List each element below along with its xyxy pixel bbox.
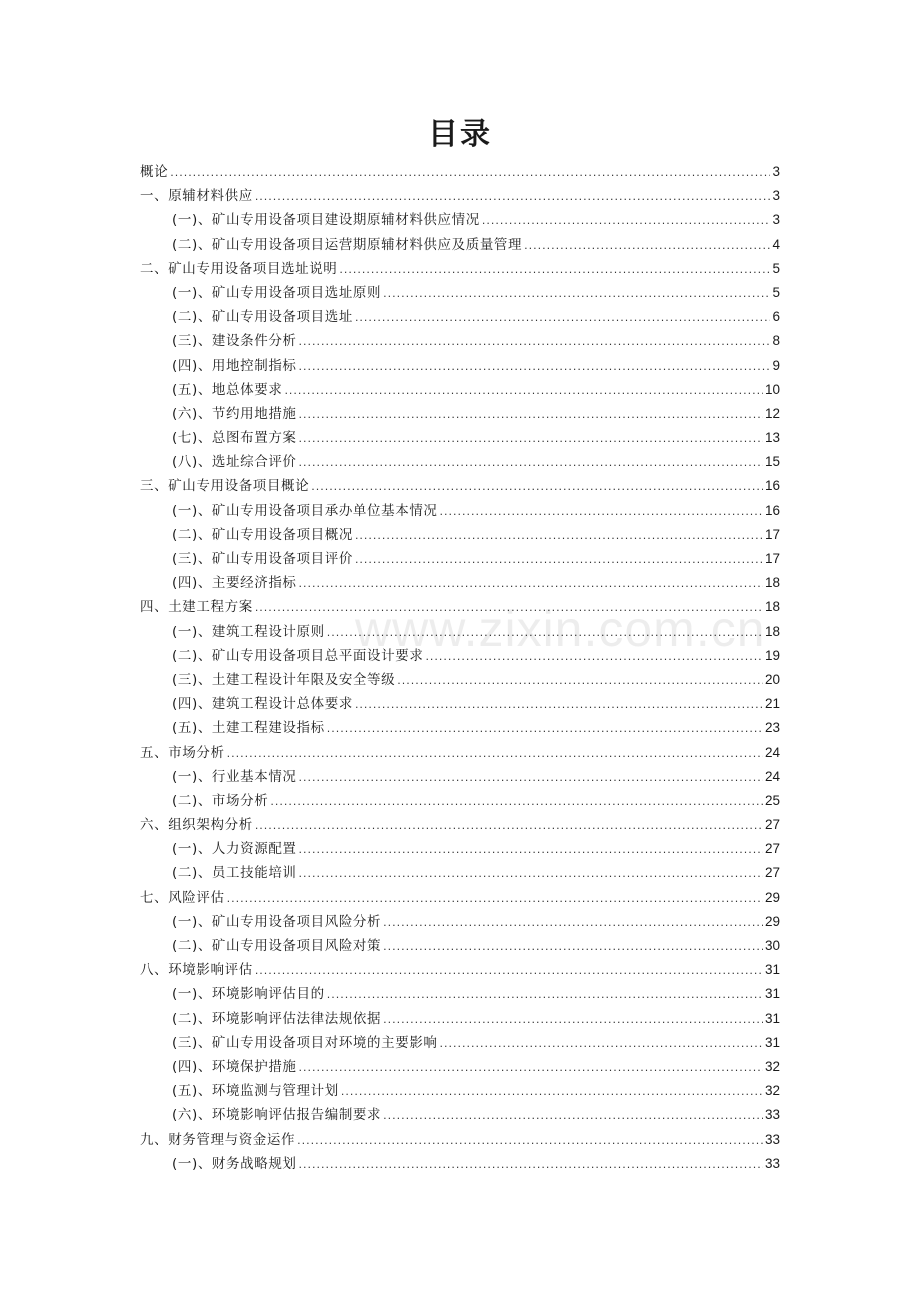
toc-leader-dots	[425, 645, 763, 669]
toc-section-entry[interactable]	[140, 523, 780, 547]
toc-page-number: 5	[772, 260, 780, 276]
toc-page-number: 18	[764, 599, 780, 615]
toc-leader-dots	[299, 1056, 763, 1080]
table-of-contents	[140, 160, 780, 1176]
toc-entry-label: (三)、矿山专用设备项目评价	[172, 551, 353, 567]
toc-leader-dots	[170, 161, 770, 185]
toc-entry-label: (一)、矿山专用设备项目选址原则	[172, 284, 382, 301]
toc-section-entry[interactable]	[140, 305, 780, 329]
toc-section-entry[interactable]	[140, 1055, 780, 1079]
toc-page-number: 31	[764, 1010, 780, 1026]
toc-leader-dots	[299, 1153, 763, 1177]
toc-leader-dots	[284, 379, 763, 403]
toc-entry-label: 七、风险评估	[140, 889, 225, 906]
toc-page-number: 27	[764, 865, 780, 881]
toc-leader-dots	[299, 572, 763, 596]
toc-chapter-entry[interactable]	[140, 160, 780, 184]
toc-page-number: 27	[764, 841, 780, 857]
toc-leader-dots	[383, 282, 770, 306]
toc-entry-label: (四)、用地控制指标	[172, 357, 297, 374]
toc-page-number: 32	[764, 1058, 780, 1074]
toc-page-number: 20	[764, 671, 780, 687]
toc-entry-label: (二)、矿山专用设备项目运营期原辅材料供应及质量管理	[172, 236, 523, 253]
toc-entry-label: (一)、行业基本情况	[172, 768, 297, 785]
toc-section-entry[interactable]	[140, 499, 780, 523]
toc-page-number: 30	[764, 938, 780, 953]
toc-section-entry[interactable]	[140, 1152, 780, 1176]
toc-leader-dots	[383, 1104, 763, 1128]
toc-section-entry[interactable]	[140, 934, 780, 958]
toc-entry-label: (四)、主要经济指标	[172, 575, 297, 592]
toc-page-number: 17	[764, 526, 780, 542]
toc-section-entry[interactable]	[140, 644, 780, 668]
toc-leader-dots	[227, 887, 763, 911]
toc-section-entry[interactable]	[140, 547, 780, 571]
toc-section-entry[interactable]	[140, 982, 780, 1006]
toc-entry-label: 八、环境影响评估	[140, 962, 253, 979]
toc-entry-label: (二)、员工技能培训	[172, 865, 297, 882]
toc-entry-label: (四)、建筑工程设计总体要求	[172, 696, 353, 713]
toc-section-entry[interactable]	[140, 1031, 780, 1055]
toc-leader-dots	[524, 234, 770, 258]
toc-section-entry[interactable]	[140, 1007, 780, 1031]
toc-page-number: 12	[764, 405, 780, 421]
toc-page-number: 16	[764, 502, 780, 518]
toc-entry-label: (六)、环境影响评估报告编制要求	[172, 1107, 382, 1124]
toc-page-number: 4	[772, 236, 780, 252]
toc-leader-dots	[299, 355, 771, 379]
toc-section-entry[interactable]	[140, 426, 780, 450]
toc-leader-dots	[299, 427, 763, 451]
toc-page-number: 13	[764, 430, 780, 446]
toc-section-entry[interactable]	[140, 765, 780, 789]
toc-leader-dots	[383, 1008, 763, 1032]
toc-section-entry[interactable]	[140, 1079, 780, 1103]
toc-section-entry[interactable]	[140, 620, 780, 644]
toc-section-entry[interactable]	[140, 789, 780, 813]
toc-chapter-entry[interactable]	[140, 741, 780, 765]
toc-entry-label: (三)、矿山专用设备项目对环境的主要影响	[172, 1034, 438, 1051]
toc-leader-dots	[440, 1032, 763, 1056]
toc-page-number: 17	[764, 551, 780, 566]
toc-entry-label: (七)、总图布置方案	[172, 430, 297, 447]
toc-chapter-entry[interactable]	[140, 1128, 780, 1152]
toc-page-number: 3	[772, 164, 780, 179]
toc-leader-dots	[355, 693, 763, 717]
toc-leader-dots	[355, 548, 763, 572]
toc-entry-label: (六)、节约用地措施	[172, 405, 297, 422]
toc-leader-dots	[299, 330, 771, 354]
toc-leader-dots	[299, 862, 763, 886]
toc-section-entry[interactable]	[140, 281, 780, 305]
toc-section-entry[interactable]	[140, 668, 780, 692]
toc-entry-label: (一)、财务战略规划	[172, 1155, 297, 1172]
toc-page-number: 25	[764, 792, 780, 808]
toc-entry-label: 三、矿山专用设备项目概论	[140, 478, 310, 495]
toc-entry-label: 九、财务管理与资金运作	[140, 1131, 296, 1148]
toc-entry-label: 概论	[140, 164, 169, 180]
toc-entry-label: 六、组织架构分析	[140, 817, 253, 834]
toc-leader-dots	[339, 258, 770, 282]
toc-entry-label: (二)、矿山专用设备项目选址	[172, 309, 353, 326]
toc-chapter-entry[interactable]	[140, 184, 780, 208]
toc-entry-label: 二、矿山专用设备项目选址说明	[140, 260, 338, 277]
toc-entry-label: 一、原辅材料供应	[140, 188, 253, 205]
toc-leader-dots	[355, 524, 763, 548]
toc-section-entry[interactable]	[140, 402, 780, 426]
toc-page-number: 15	[764, 454, 780, 470]
toc-page-number: 3	[772, 188, 780, 204]
toc-page-number: 16	[764, 478, 780, 494]
toc-page-number: 31	[764, 1034, 780, 1050]
toc-leader-dots	[297, 1129, 763, 1153]
toc-leader-dots	[482, 209, 771, 233]
toc-page-number: 8	[772, 333, 780, 349]
toc-entry-label: (四)、环境保护措施	[172, 1058, 297, 1075]
toc-section-entry[interactable]	[140, 716, 780, 740]
toc-leader-dots	[227, 742, 763, 766]
toc-page-number: 31	[764, 986, 780, 1002]
toc-leader-dots	[327, 983, 763, 1007]
toc-entry-label: (一)、矿山专用设备项目承办单位基本情况	[172, 502, 438, 519]
toc-section-entry[interactable]	[140, 692, 780, 716]
toc-entry-label: (一)、环境影响评估目的	[172, 986, 325, 1003]
toc-page-number: 29	[764, 889, 780, 905]
toc-section-entry[interactable]	[140, 910, 780, 934]
toc-page-number: 9	[772, 357, 780, 373]
toc-chapter-entry[interactable]	[140, 257, 780, 281]
toc-page-number: 3	[772, 212, 780, 228]
toc-page-number: 24	[764, 768, 780, 784]
toc-leader-dots	[299, 451, 763, 475]
toc-section-entry[interactable]	[140, 354, 780, 378]
toc-leader-dots	[299, 403, 763, 427]
toc-chapter-entry[interactable]	[140, 886, 780, 910]
toc-entry-label: (一)、人力资源配置	[172, 841, 297, 858]
toc-chapter-entry[interactable]	[140, 813, 780, 837]
toc-leader-dots	[440, 500, 763, 524]
toc-entry-label: (三)、土建工程设计年限及安全等级	[172, 671, 396, 688]
toc-leader-dots	[383, 911, 763, 935]
toc-entry-label: (五)、环境监测与管理计划	[172, 1083, 339, 1100]
toc-page-number: 18	[764, 575, 780, 591]
toc-page-number: 31	[764, 962, 780, 978]
toc-page-number: 21	[764, 696, 780, 712]
toc-entry-label: (五)、土建工程建设指标	[172, 720, 325, 737]
toc-page-number: 33	[764, 1131, 780, 1147]
toc-section-entry[interactable]	[140, 233, 780, 257]
toc-leader-dots	[341, 1080, 763, 1104]
toc-leader-dots	[255, 185, 771, 209]
toc-page-number: 5	[772, 284, 780, 300]
toc-entry-label: (二)、矿山专用设备项目概况	[172, 526, 353, 543]
toc-page-number: 33	[764, 1155, 780, 1171]
toc-entry-label: (八)、选址综合评价	[172, 454, 297, 471]
toc-page-number: 10	[764, 381, 780, 397]
toc-entry-label: (二)、环境影响评估法律法规依据	[172, 1010, 382, 1027]
toc-section-entry[interactable]	[140, 329, 780, 353]
page-title: 目录	[428, 117, 492, 152]
toc-section-entry[interactable]	[140, 378, 780, 402]
toc-leader-dots	[299, 838, 763, 862]
toc-page-number: 29	[764, 913, 780, 929]
toc-chapter-entry[interactable]	[140, 474, 780, 498]
toc-section-entry[interactable]	[140, 837, 780, 861]
toc-entry-label: (五)、地总体要求	[172, 381, 283, 398]
toc-section-entry[interactable]	[140, 208, 780, 232]
toc-page-number: 23	[764, 720, 780, 736]
toc-section-entry[interactable]	[140, 450, 780, 474]
toc-entry-label: 五、市场分析	[140, 744, 225, 761]
toc-entry-label: (一)、矿山专用设备项目风险分析	[172, 913, 382, 930]
toc-leader-dots	[255, 814, 763, 838]
toc-entry-label: (三)、建设条件分析	[172, 333, 297, 350]
toc-leader-dots	[383, 935, 763, 959]
toc-entry-label: (一)、矿山专用设备项目建设期原辅材料供应情况	[172, 212, 480, 229]
toc-leader-dots	[327, 621, 763, 645]
toc-leader-dots	[270, 790, 763, 814]
toc-entry-label: (一)、建筑工程设计原则	[172, 623, 325, 640]
toc-page-number: 24	[764, 744, 780, 760]
toc-page-number: 32	[764, 1083, 780, 1099]
toc-section-entry[interactable]	[140, 571, 780, 595]
toc-page-number: 33	[764, 1107, 780, 1123]
toc-leader-dots	[355, 306, 771, 330]
toc-page-number: 27	[764, 817, 780, 833]
toc-leader-dots	[255, 959, 763, 983]
toc-leader-dots	[255, 596, 763, 620]
toc-section-entry[interactable]	[140, 1103, 780, 1127]
toc-leader-dots	[299, 766, 763, 790]
toc-page-number: 6	[772, 309, 780, 325]
toc-entry-label: (二)、矿山专用设备项目总平面设计要求	[172, 647, 424, 664]
toc-entry-label: (二)、市场分析	[172, 792, 269, 809]
toc-section-entry[interactable]	[140, 861, 780, 885]
toc-leader-dots	[397, 669, 763, 693]
toc-page-number: 19	[764, 647, 780, 663]
watermark: www.zixin.com.cn	[355, 601, 766, 657]
toc-chapter-entry[interactable]	[140, 595, 780, 619]
toc-chapter-entry[interactable]	[140, 958, 780, 982]
toc-entry-label: 四、土建工程方案	[140, 599, 253, 616]
toc-entry-label: (二)、矿山专用设备项目风险对策	[172, 938, 382, 954]
toc-leader-dots	[327, 717, 763, 741]
toc-page-number: 18	[764, 623, 780, 639]
toc-leader-dots	[311, 475, 763, 499]
